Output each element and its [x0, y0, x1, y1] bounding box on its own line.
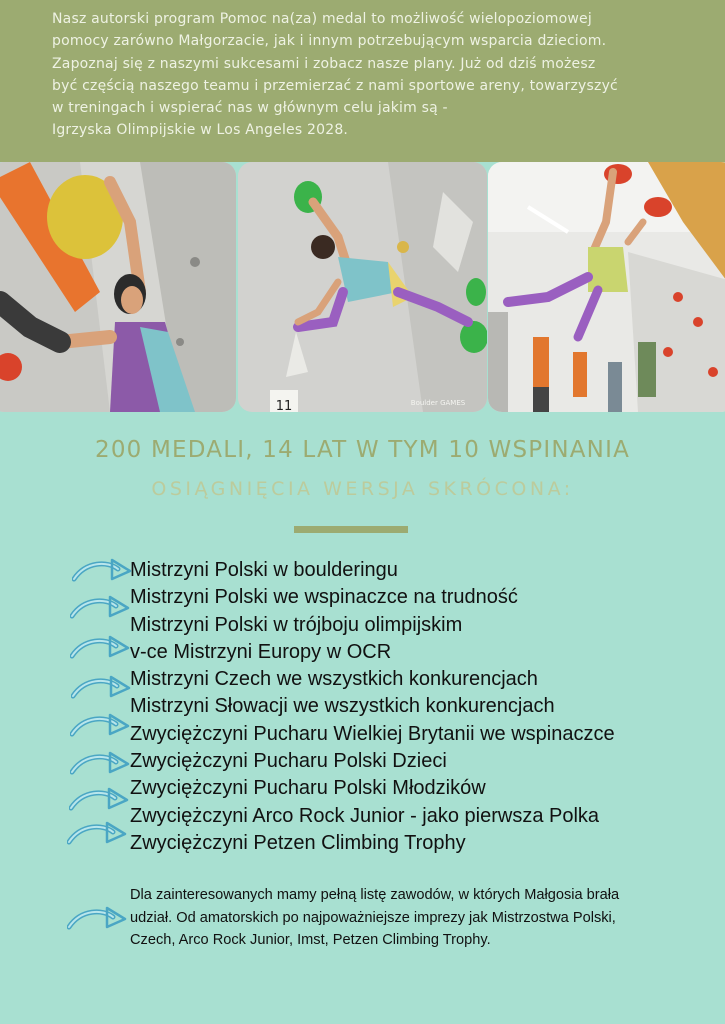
- intro-line: w treningach i wspierać nas w głównym celu jakim są -: [52, 100, 448, 117]
- achievement-item: Zwyciężczyni Pucharu Wielkiej Brytanii we wspinaczce: [130, 722, 615, 745]
- curved-arrow-icon: [70, 750, 130, 776]
- bib-number: 11: [275, 399, 293, 412]
- curved-arrow-icon: [70, 634, 130, 660]
- curved-arrow-icon: [71, 674, 131, 700]
- intro-line: Zapoznaj się z naszymi sukcesami i zobacz nasze plany. Już od dziś możesz: [52, 55, 596, 72]
- achievement-item: Mistrzyni Polski w trójboju olimpijskim: [130, 613, 463, 636]
- achievement-item: Zwyciężczyni Pucharu Polski Dzieci: [130, 750, 447, 773]
- curved-arrow-icon: [67, 905, 127, 931]
- note-line: Dla zainteresowanych mamy pełną listę zawodów, w których Małgosia brała: [130, 887, 620, 903]
- intro-line: pomocy zarówno Małgorzacie, jak i innym potrzebującym wsparcia dzieciom.: [52, 33, 607, 50]
- note-line: udział. Od amatorskich po najpoważniejsze imprezy jak Mistrzostwa Polski,: [130, 909, 616, 926]
- achievement-item: Mistrzyni Polski we wspinaczce na trudność: [130, 586, 518, 609]
- event-logo-text: Boulder GAMES: [410, 399, 466, 407]
- photo-climber-overhang-hall: [488, 162, 725, 412]
- curved-arrow-icon: [70, 594, 130, 620]
- achievement-item: Zwyciężczyni Petzen Climbing Trophy: [130, 831, 466, 854]
- achievement-item: Mistrzyni Polski w boulderingu: [130, 559, 398, 581]
- achievement-item: Mistrzyni Słowacji we wszystkich konkurencjach: [130, 695, 555, 718]
- subheadline: OSIĄGNIĘCIA WERSJA SKRÓCONA:: [151, 478, 574, 500]
- curved-arrow-icon: [67, 820, 127, 846]
- curved-arrow-icon: [69, 786, 129, 812]
- headline: 200 MEDALI, 14 LAT W TYM 10 WSPINANIA: [94, 437, 630, 463]
- achievements-list: [130, 557, 710, 857]
- divider: [294, 526, 408, 533]
- full-list-note: [130, 884, 710, 952]
- achievement-item: Zwyciężczyni Pucharu Polski Młodzików: [130, 777, 486, 800]
- curved-arrow-icon: [72, 557, 132, 583]
- intro-line: Igrzyska Olimpijskie w Los Angeles 2028.: [52, 122, 349, 139]
- photo-strip: [0, 162, 725, 412]
- photo-climber-boulder-competition: [238, 162, 487, 412]
- achievement-item: v-ce Mistrzyni Europy w OCR: [130, 640, 392, 663]
- achievement-item: Zwyciężczyni Arco Rock Junior - jako pierwsza Polka: [130, 804, 600, 827]
- intro-line: być częścią naszego teamu i przemierzać z nami sportowe areny, towarzyszyć: [52, 77, 618, 94]
- curved-arrow-icon: [70, 712, 130, 738]
- photo-climber-yellow-hold: [0, 162, 236, 412]
- intro-band: [0, 0, 725, 162]
- note-line: Czech, Arco Rock Junior, Imst, Petzen Climbing Trophy.: [130, 932, 491, 948]
- intro-line: Nasz autorski program Pomoc na(za) medal to możliwość wielopoziomowej: [52, 11, 592, 27]
- intro-text: [52, 8, 692, 142]
- achievement-item: Mistrzyni Czech we wszystkich konkurencjach: [130, 668, 538, 691]
